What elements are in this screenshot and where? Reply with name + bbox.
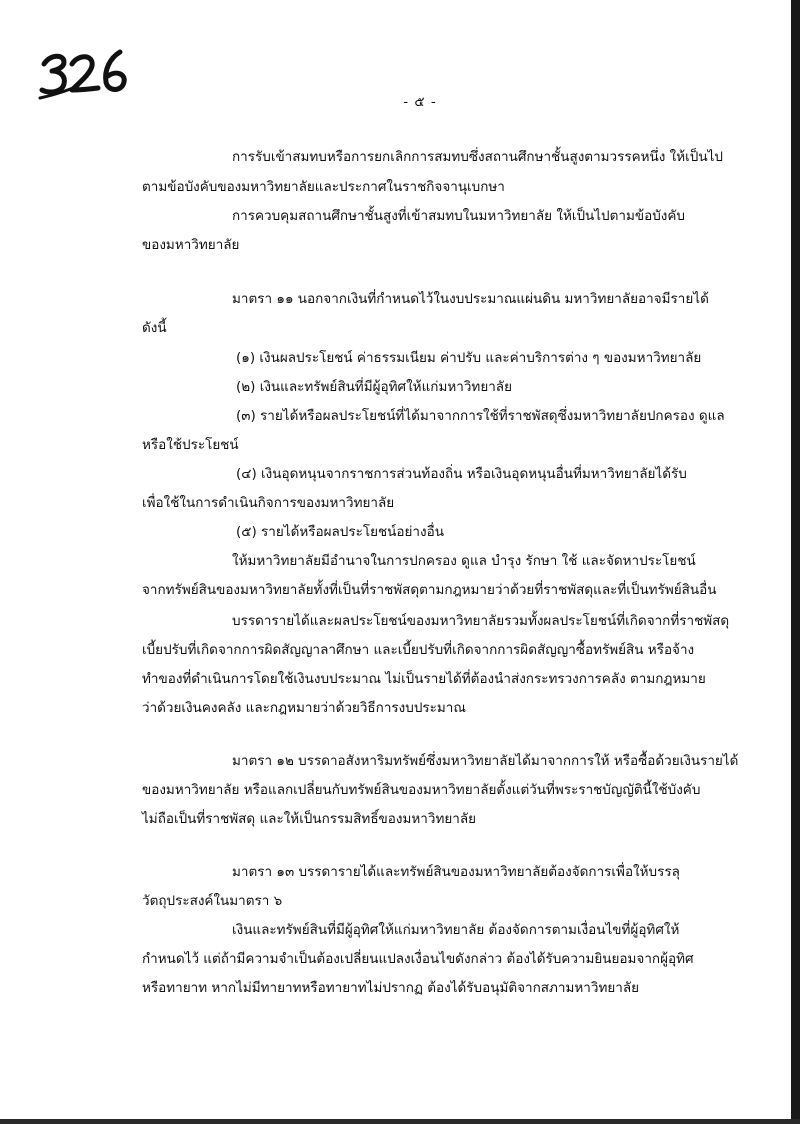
list-item: (๓) รายได้หรือผลประโยชน์ที่ได้มาจากการใช้ที่ราชพัสดุซึ่งมหาวิทยาลัยปกครอง ดูแล — [236, 408, 725, 424]
text-line: จากทรัพย์สินของมหาวิทยาลัยทั้งที่เป็นที่ราชพัสดุตามกฎหมายว่าด้วยที่ราชพัสดุและที่เป็นทรัพย์สินอื่น — [142, 582, 717, 598]
text-line: ดังนี้ — [142, 320, 167, 336]
scan-edge-right — [791, 0, 800, 1124]
text-line: การรับเข้าสมทบหรือการยกเลิกการสมทบซึ่งสถานศึกษาชั้นสูงตามวรรคหนึ่ง ให้เป็นไป — [232, 149, 723, 165]
text-line: ทำของที่ดำเนินการโดยใช้เงินงบประมาณ ไม่เป็นรายได้ที่ต้องนำส่งกระทรวงการคลัง ตามกฎหมาย — [142, 671, 706, 687]
text-line: บรรดารายได้และผลประโยชน์ของมหาวิทยาลัยรวมทั้งผลประโยชน์ที่เกิดจากที่ราชพัสดุ — [232, 613, 730, 629]
list-item: (๕) รายได้หรือผลประโยชน์อย่างอื่น — [236, 524, 444, 540]
section-12-heading: มาตรา ๑๒ บรรดาอสังหาริมทรัพย์ซึ่งมหาวิทยาลัยได้มาจากการให้ หรือซื้อด้วยเงินรายได้ — [232, 753, 739, 769]
text-line: เบี้ยปรับที่เกิดจากการผิดสัญญาลาศึกษา และเบี้ยปรับที่เกิดจากการผิดสัญญาซื้อทรัพย์สิน หรือจ้าง — [142, 642, 695, 658]
text-line: เงินและทรัพย์สินที่มีผู้อุทิศให้แก่มหาวิทยาลัย ต้องจัดการตามเงื่อนไขที่ผู้อุทิศให้ — [232, 922, 680, 938]
text-line: วัตถุประสงค์ในมาตรา ๖ — [142, 893, 283, 909]
list-item: (๒) เงินและทรัพย์สินที่มีผู้อุทิศให้แก่มหาวิทยาลัย — [236, 379, 512, 395]
text-line: หรือใช้ประโยชน์ — [142, 437, 239, 453]
page-number: - ๕ - — [403, 94, 437, 110]
text-line: กำหนดไว้ แต่ถ้ามีความจำเป็นต้องเปลี่ยนแปลงเงื่อนไขดังกล่าว ต้องได้รับความยินยอมจากผู้อุทิศ — [142, 951, 694, 967]
text-line: เพื่อใช้ในการดำเนินกิจการของมหาวิทยาลัย — [142, 495, 395, 511]
section-11-heading: มาตรา ๑๑ นอกจากเงินที่กำหนดไว้ในงบประมาณแผ่นดิน มหาวิทยาลัยอาจมีรายได้ — [232, 291, 709, 307]
scan-edge-bottom — [0, 1119, 800, 1124]
list-item: (๑) เงินผลประโยชน์ ค่าธรรมเนียม ค่าปรับ และค่าบริการต่าง ๆ ของมหาวิทยาลัย — [236, 350, 702, 366]
text-line: หรือทายาท หากไม่มีทายาทหรือทายาทไม่ปรากฏ ต้องได้รับอนุมัติจากสภามหาวิทยาลัย — [142, 980, 640, 996]
text-line: ตามข้อบังคับของมหาวิทยาลัยและประกาศในราชกิจจานุเบกษา — [142, 179, 505, 195]
text-line: ให้มหาวิทยาลัยมีอำนาจในการปกครอง ดูแล บำรุง รักษา ใช้ และจัดหาประโยชน์ — [232, 553, 696, 569]
text-line: ว่าด้วยเงินคงคลัง และกฎหมายว่าด้วยวิธีการงบประมาณ — [142, 700, 466, 716]
text-line: ของมหาวิทยาลัย — [142, 237, 240, 253]
list-item: (๔) เงินอุดหนุนจากราชการส่วนท้องถิ่น หรือเงินอุดหนุนอื่นที่มหาวิทยาลัยได้รับ — [236, 466, 687, 482]
text-line: การควบคุมสถานศึกษาชั้นสูงที่เข้าสมทบในมหาวิทยาลัย ให้เป็นไปตามข้อบังคับ — [232, 208, 685, 224]
text-line: ไม่ถือเป็นที่ราชพัสดุ และให้เป็นกรรมสิทธิ์ของมหาวิทยาลัย — [142, 811, 477, 827]
section-13-heading: มาตรา ๑๓ บรรดารายได้และทรัพย์สินของมหาวิทยาลัยต้องจัดการเพื่อให้บรรลุ — [232, 864, 680, 880]
text-line: ของมหาวิทยาลัย หรือแลกเปลี่ยนกับทรัพย์สินของมหาวิทยาลัยตั้งแต่วันที่พระราชบัญญัตินี้ใช้บังคับ — [142, 782, 701, 798]
handwritten-page-number — [38, 40, 134, 102]
